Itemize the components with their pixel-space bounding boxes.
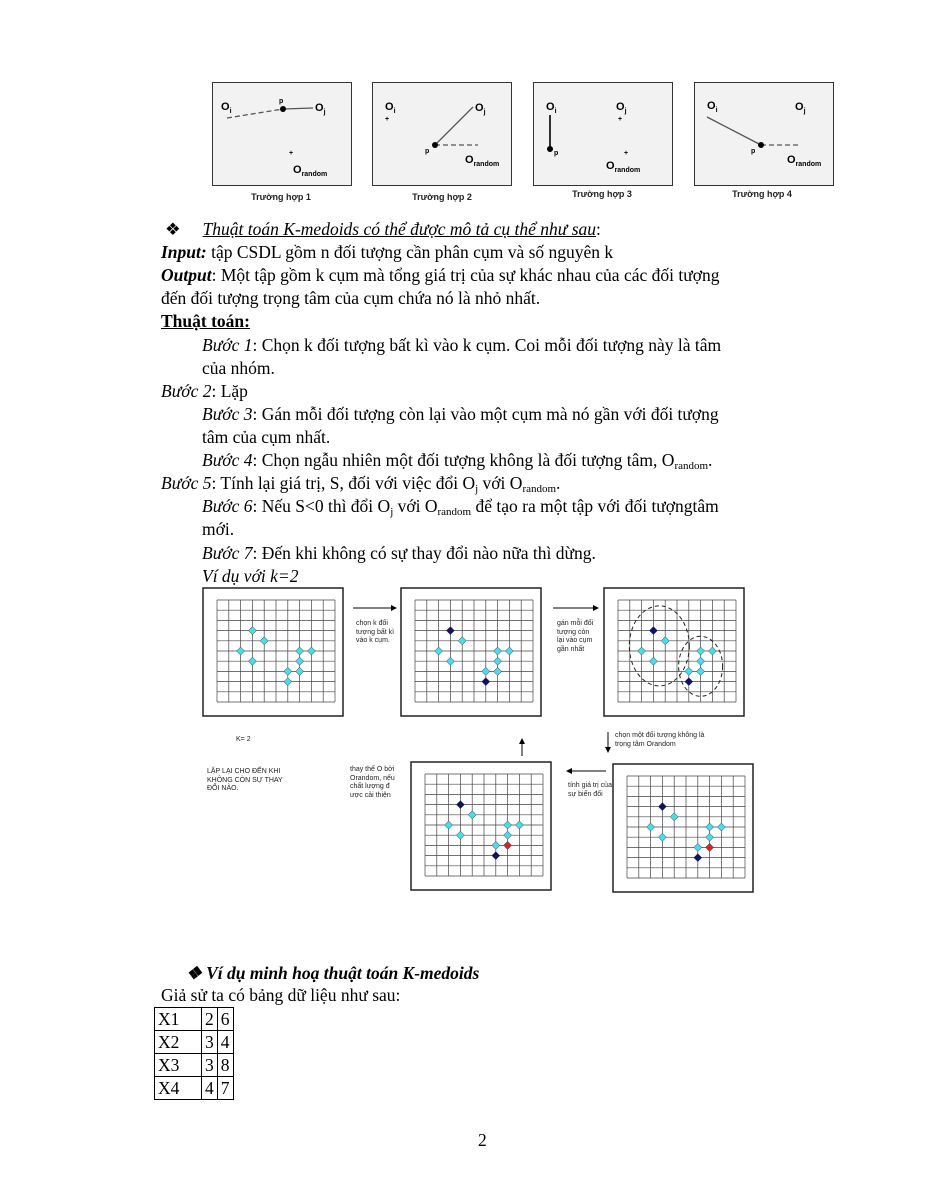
step-1-line-2: của nhóm. bbox=[202, 358, 275, 378]
note-choose-k: chọn k đối tượng bất kì vào k cụm. bbox=[356, 620, 395, 644]
bullet-icon: ❖ bbox=[186, 963, 202, 983]
case-4-p-label: p bbox=[751, 148, 756, 155]
case-1-p-label: p bbox=[279, 98, 284, 105]
step-3-line-2: tâm của cụm nhất. bbox=[202, 427, 331, 447]
case-2-orandom-label: $O_{random}$ bbox=[465, 154, 500, 168]
page-number: 2 bbox=[478, 1130, 487, 1150]
case-box-2 bbox=[372, 82, 512, 186]
step-3-line-1: Bước 3: Gán mỗi đối tượng còn lại vào một cụm mà nó gần với đối tượng bbox=[202, 404, 719, 424]
table-cell: 4 bbox=[217, 1031, 233, 1054]
case-box-1 bbox=[212, 82, 352, 186]
example-k-label: Ví dụ với k=2 bbox=[202, 566, 299, 586]
grid-panel-initial bbox=[203, 588, 343, 716]
case-box-3 bbox=[533, 82, 673, 186]
input-line: Input: tập CSDL gồm n đối tượng cần phân cụm và số nguyên k bbox=[161, 242, 614, 262]
table-cell: 8 bbox=[217, 1054, 233, 1077]
case-4-diagram bbox=[695, 83, 833, 185]
note-compute: tính giá trị của sự biến đổi bbox=[568, 782, 612, 798]
output-line-2: đến đối tượng trọng tâm của cụm chứa nó là nhỏ nhất. bbox=[161, 288, 541, 308]
output-line-1: Output: Một tập gồm k cụm mà tổng giá trị của sự khác nhau của các đối tượng bbox=[161, 265, 720, 285]
svg-text:+: + bbox=[385, 116, 390, 123]
case-1-oi-label: $O_i$ bbox=[221, 101, 232, 115]
note-choose-random: chọn một đối tượng không là trọng tâm Orandom bbox=[615, 732, 705, 748]
step-6-line-2: mới. bbox=[202, 519, 235, 539]
k-label: K= 2 bbox=[236, 736, 251, 743]
step-4-line: Bước 4: Chọn ngẫu nhiên một đối tượng không là đối tượng tâm, $O_{random}$. bbox=[202, 450, 713, 472]
note-assign: gán mỗi đối tượng còn lại vào cụm gần nhất bbox=[557, 620, 594, 653]
grid-panel-assigned bbox=[604, 588, 744, 716]
table-cell: 7 bbox=[217, 1077, 233, 1100]
case-4-orandom-label: $O_{random}$ bbox=[787, 154, 822, 168]
table-cell: X3 bbox=[155, 1054, 202, 1077]
table-cell: 2 bbox=[202, 1008, 218, 1031]
step-7-line: Bước 7: Đến khi không có sự thay đổi nào nữa thì dừng. bbox=[202, 543, 596, 563]
case-3-oj-label: $O_j$ bbox=[616, 101, 627, 115]
case-4-oj-label: $O_j$ bbox=[795, 101, 806, 115]
case-1-diagram bbox=[213, 83, 351, 185]
grid-panel-random bbox=[613, 764, 753, 892]
table-row bbox=[155, 1054, 234, 1077]
case-box-4 bbox=[694, 82, 834, 186]
table-cell: 6 bbox=[217, 1008, 233, 1031]
table-cell: X2 bbox=[155, 1031, 202, 1054]
svg-text:+: + bbox=[289, 150, 294, 157]
case-1-oj-label: $O_j$ bbox=[315, 102, 326, 116]
case-1-orandom-label: $O_{random}$ bbox=[293, 164, 328, 178]
example-intro: Giả sử ta có bảng dữ liệu như sau: bbox=[161, 985, 401, 1005]
table-row bbox=[155, 1031, 234, 1054]
kmedoids-process-figure bbox=[201, 586, 754, 894]
case-1-caption: Trường hợp 1 bbox=[251, 192, 311, 202]
repeat-note: LẶP LẠI CHO ĐẾN KHI KHÔNG CÒN SỰ THAY ĐỔI NÀO. bbox=[207, 768, 283, 792]
case-2-p-label: p bbox=[425, 148, 430, 155]
example-title: Ví dụ minh hoạ thuật toán K-medoids bbox=[206, 963, 480, 983]
case-4-oi-label: $O_i$ bbox=[707, 100, 718, 114]
table-cell: X1 bbox=[155, 1008, 202, 1031]
case-4-caption: Trường hợp 4 bbox=[732, 189, 792, 199]
algo-heading-text: Thuật toán K-medoids có thể được mô tả cụ thể như sau bbox=[202, 219, 597, 239]
data-table bbox=[154, 1007, 234, 1100]
algo-heading: ❖ Thuật toán K-medoids có thể được mô tả cụ thể như sau: bbox=[165, 219, 601, 239]
table-cell: 4 bbox=[202, 1077, 218, 1100]
step-6-line-1: Bước 6: Nếu S<0 thì đổi $O_j$ với $O_{random}$ để tạo ra một tập với đối tượngtâm bbox=[202, 496, 719, 518]
step-5-line: Bước 5: Tính lại giá trị, S, đối với việc đổi $O_j$ với $O_{random}$. bbox=[161, 473, 561, 495]
case-3-orandom-label: $O_{random}$ bbox=[606, 160, 641, 174]
case-3-diagram bbox=[534, 83, 672, 185]
svg-text:+: + bbox=[624, 150, 629, 157]
note-replace: thay thế O bởi Orandom, nếu chất lượng đ ược cải thiện bbox=[350, 766, 395, 799]
case-2-caption: Trường hợp 2 bbox=[412, 192, 472, 202]
bullet-icon: ❖ bbox=[165, 219, 181, 239]
grid-panel-swapped bbox=[411, 762, 551, 890]
table-cell: 3 bbox=[202, 1054, 218, 1077]
grid-panel-chosen bbox=[401, 588, 541, 716]
step-1-line-1: Bước 1: Chọn k đối tượng bất kì vào k cụm. Coi mỗi đối tượng này là tâm bbox=[202, 335, 722, 355]
table-cell: X4 bbox=[155, 1077, 202, 1100]
case-3-oi-label: $O_i$ bbox=[546, 101, 557, 115]
case-2-diagram bbox=[373, 83, 511, 185]
case-2-oj-label: $O_j$ bbox=[475, 102, 486, 116]
table-row bbox=[155, 1008, 234, 1031]
step-2-line: Bước 2: Lặp bbox=[161, 381, 248, 401]
case-3-caption: Trường hợp 3 bbox=[572, 189, 632, 199]
svg-text:+: + bbox=[618, 116, 623, 123]
algo-title: Thuật toán: bbox=[161, 311, 250, 331]
table-row bbox=[155, 1077, 234, 1100]
case-3-p-label: p bbox=[554, 150, 559, 157]
table-cell: 3 bbox=[202, 1031, 218, 1054]
example-heading bbox=[186, 962, 479, 984]
case-2-oi-label: $O_i$ bbox=[385, 101, 396, 115]
